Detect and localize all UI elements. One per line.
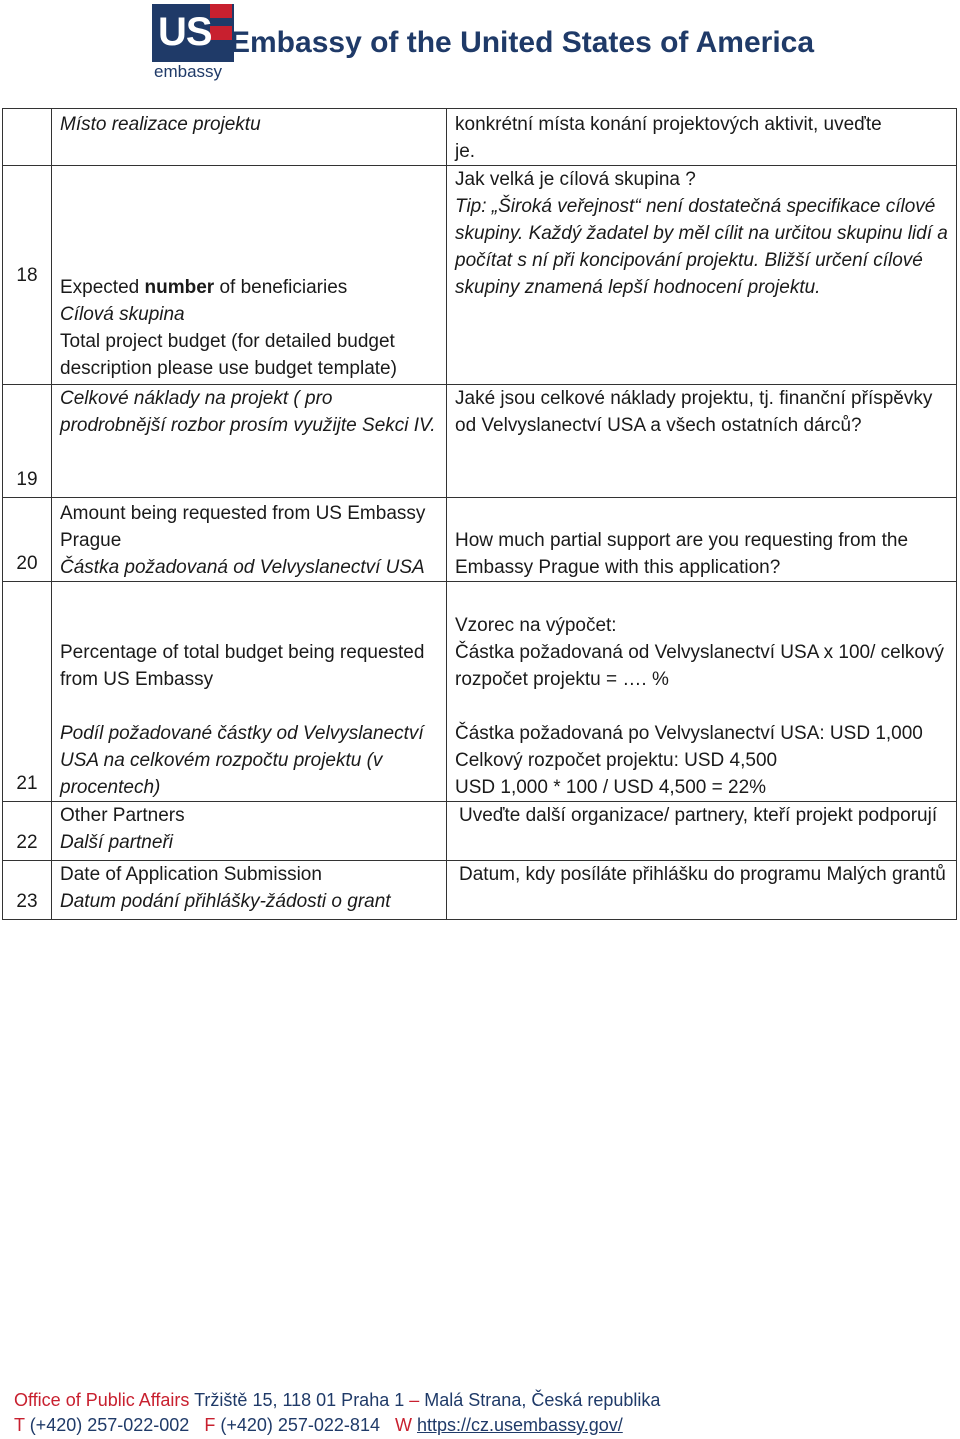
footer-address-line: Office of Public Affairs Tržiště 15, 118 01 Praha 1 – Malá Strana, Česká republika [14, 1390, 661, 1410]
footer-address: Tržiště 15, 118 01 Praha 1 [194, 1390, 405, 1410]
footer-address: Malá Strana, Česká republika [424, 1390, 661, 1410]
footer-office: Office of Public Affairs [14, 1390, 190, 1410]
table-row [3, 802, 957, 861]
page-title: Embassy of the United States of America [230, 26, 815, 59]
row-label-cz: Další partneři [60, 832, 173, 853]
row-label-cz: Podíl požadované částky od Velvyslanectví USA na celkovém rozpočtu projektu (v procentech) [60, 723, 424, 798]
desc-line: konkrétní místa konání projektových aktivit, uveďte [455, 114, 882, 135]
footer-contact-line: T (+420) 257-022-002 F (+420) 257-022-814 W https://cz.usembassy.gov/ [14, 1415, 623, 1435]
row-number: 22 [3, 802, 52, 861]
logo-subtext: embassy [154, 62, 223, 81]
row-description: Uveďte další organizace/ partnery, kteří projekt podporují [447, 802, 957, 861]
row-description: Datum, kdy posíláte přihlášku do programu Malých grantů [447, 861, 957, 920]
table-row [3, 861, 957, 920]
row-description [447, 166, 957, 385]
logo-text: US [158, 10, 212, 54]
table-row [3, 498, 957, 582]
row-label-en: Percentage of total budget being requested from US Embassy [60, 642, 425, 690]
row-label-en: Amount being requested from US Embassy Prague [60, 503, 426, 551]
footer-phone: (+420) 257-022-002 [29, 1415, 190, 1435]
desc-line: je. [455, 141, 476, 162]
row-number [3, 109, 52, 166]
row-label-cz: Celkové náklady na projekt ( pro prodrobnější rozbor prosím využijte Sekci IV. [60, 388, 436, 436]
row-number: 18 [3, 166, 52, 385]
row-description: How much partial support are you requesting from the Embassy Prague with this application? [447, 498, 957, 582]
desc-tip: Tip: „Široká veřejnost“ není dostatečná specifikace cílové skupiny. Každý žadatel by měl cílit na určitou skupinu lidí a počítat s ní při koncipování projektu. Bližší určení cílové skupiny znamená lepší hodnocení projektu. [455, 196, 948, 298]
footer-website-link[interactable]: https://cz.usembassy.gov/ [417, 1415, 623, 1435]
row-number: 19 [3, 385, 52, 498]
table-row [3, 582, 957, 802]
application-form-table [2, 108, 957, 920]
row-description: Vzorec na výpočet: Částka požadovaná od Velvyslanectví USA x 100/ celkový rozpočet projektu = …. % Částka požadovaná po Velvyslanectví USA: USD 1,000 Celkový rozpočet projektu: USD 4,500 USD 1,000 * 100 / USD 4,500 = 22% [447, 582, 957, 802]
row-label-en: Total project budget (for detailed budget description please use budget template) [60, 331, 397, 379]
footer-fax: (+420) 257-022-814 [220, 1415, 380, 1435]
table-row [3, 109, 957, 166]
table-row [3, 385, 957, 498]
row-label-cz: Částka požadovaná od Velvyslanectví USA [60, 557, 425, 578]
logo-stripe [210, 26, 232, 40]
page-footer [14, 1388, 660, 1438]
row-description [447, 109, 957, 166]
row-description: Jaké jsou celkové náklady projektu, tj. finanční příspěvky od Velvyslanectví USA a všech ostatních dárců? [447, 385, 957, 498]
row-label: Místo realizace projektu [60, 114, 261, 135]
us-embassy-logo [152, 2, 234, 82]
row-label-cz: Cílová skupina [60, 304, 185, 325]
logo-stripe [210, 4, 232, 18]
desc-question: Jak velká je cílová skupina ? [455, 169, 696, 190]
row-label-en: Expected number of beneficiaries [60, 277, 348, 298]
row-label-en: Other Partners [60, 805, 185, 826]
row-number: 21 [3, 582, 52, 802]
table-row [3, 166, 957, 385]
row-label-en: Date of Application Submission [60, 864, 322, 885]
row-label-cz: Datum podání přihlášky-žádosti o grant [60, 891, 391, 912]
row-number: 23 [3, 861, 52, 920]
page-header [152, 0, 852, 86]
row-number: 20 [3, 498, 52, 582]
